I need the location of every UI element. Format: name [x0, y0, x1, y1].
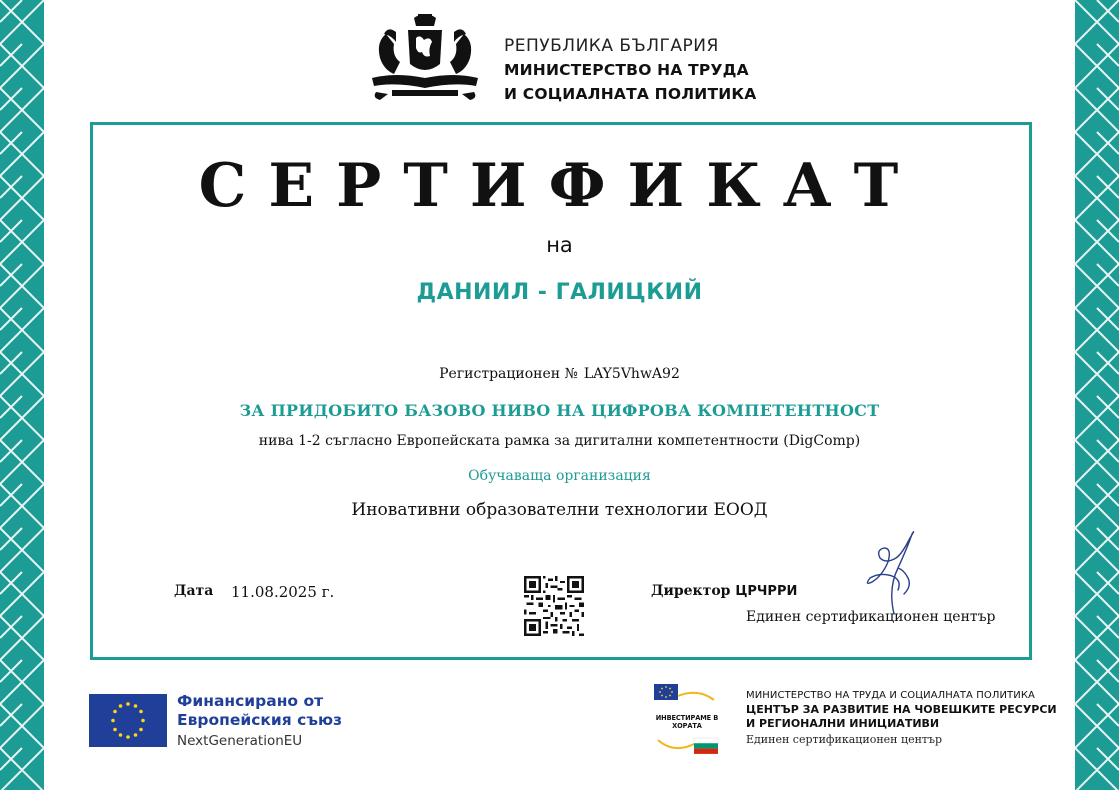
- header-line-policy: И СОЦИАЛНАТА ПОЛИТИКА: [504, 85, 757, 103]
- eu-nextgen-line: NextGenerationEU: [177, 733, 303, 749]
- eu-funded-line: Финансирано от: [177, 692, 324, 710]
- right-band-pattern-icon: [1075, 0, 1119, 790]
- certification-center-name: Единен сертификационен център: [746, 609, 996, 625]
- ministry-header: [366, 12, 766, 104]
- ministry-footer-line3: И РЕГИОНАЛНИ ИНИЦИАТИВИ: [746, 717, 940, 730]
- eu-union-line: Европейския съюз: [177, 711, 343, 729]
- ministry-footer-line2: ЦЕНТЪР ЗА РАЗВИТИЕ НА ЧОВЕШКИТЕ РЕСУРСИ: [746, 703, 1057, 716]
- certificate-title: СЕРТИФИКАТ: [198, 151, 921, 221]
- invest-in-people-text: ИНВЕСТИРАМЕ В ХОРАТА: [655, 714, 719, 730]
- competence-levels: нива 1-2 съгласно Европейската рамка за дигитални компетентности (DigComp): [258, 433, 861, 449]
- ministry-footer-line4: Единен сертификационен център: [746, 733, 943, 746]
- date-label: Дата: [174, 583, 214, 599]
- registration-label: Регистрационен №: [439, 366, 578, 382]
- director-unit: ЦРЧРРИ: [735, 584, 798, 599]
- qr-code-icon: [524, 576, 584, 636]
- ministry-header-text: [504, 34, 756, 106]
- certificate-preposition: на: [546, 233, 573, 257]
- signature-icon: [858, 528, 928, 618]
- left-band-pattern-icon: [0, 0, 44, 790]
- eu-flag-icon: [89, 694, 167, 747]
- director-line: [651, 583, 797, 599]
- training-org-name: Иновативни образователни технологии ЕООД: [351, 500, 768, 520]
- competence-statement: ЗА ПРИДОБИТО БАЗОВО НИВО НА ЦИФРОВА КОМПЕТЕНТНОСТ: [239, 401, 880, 420]
- invest-in-people-logo: [648, 682, 726, 758]
- left-decorative-band: [0, 0, 44, 790]
- date-value: 11.08.2025 г.: [231, 583, 335, 601]
- ministry-footer-block: [746, 689, 1057, 749]
- header-line-republic: РЕПУБЛИКА БЪЛГАРИЯ: [504, 36, 719, 56]
- bulgarian-coat-of-arms-icon: [366, 12, 484, 102]
- ministry-footer-line1: МИНИСТЕРСТВО НА ТРУДА И СОЦИАЛНАТА ПОЛИТИКА: [746, 690, 1035, 701]
- director-label: Директор: [651, 583, 731, 599]
- recipient-name: ДАНИИЛ - ГАЛИЦКИЙ: [416, 280, 703, 305]
- registration-line: [0, 366, 1119, 382]
- right-decorative-band: [1075, 0, 1119, 790]
- registration-number: LAY5VhwA92: [583, 366, 680, 382]
- training-org-label: Обучаваща организация: [468, 468, 651, 484]
- header-line-ministry: МИНИСТЕРСТВО НА ТРУДА: [504, 61, 749, 79]
- eu-funding-text: [177, 692, 342, 752]
